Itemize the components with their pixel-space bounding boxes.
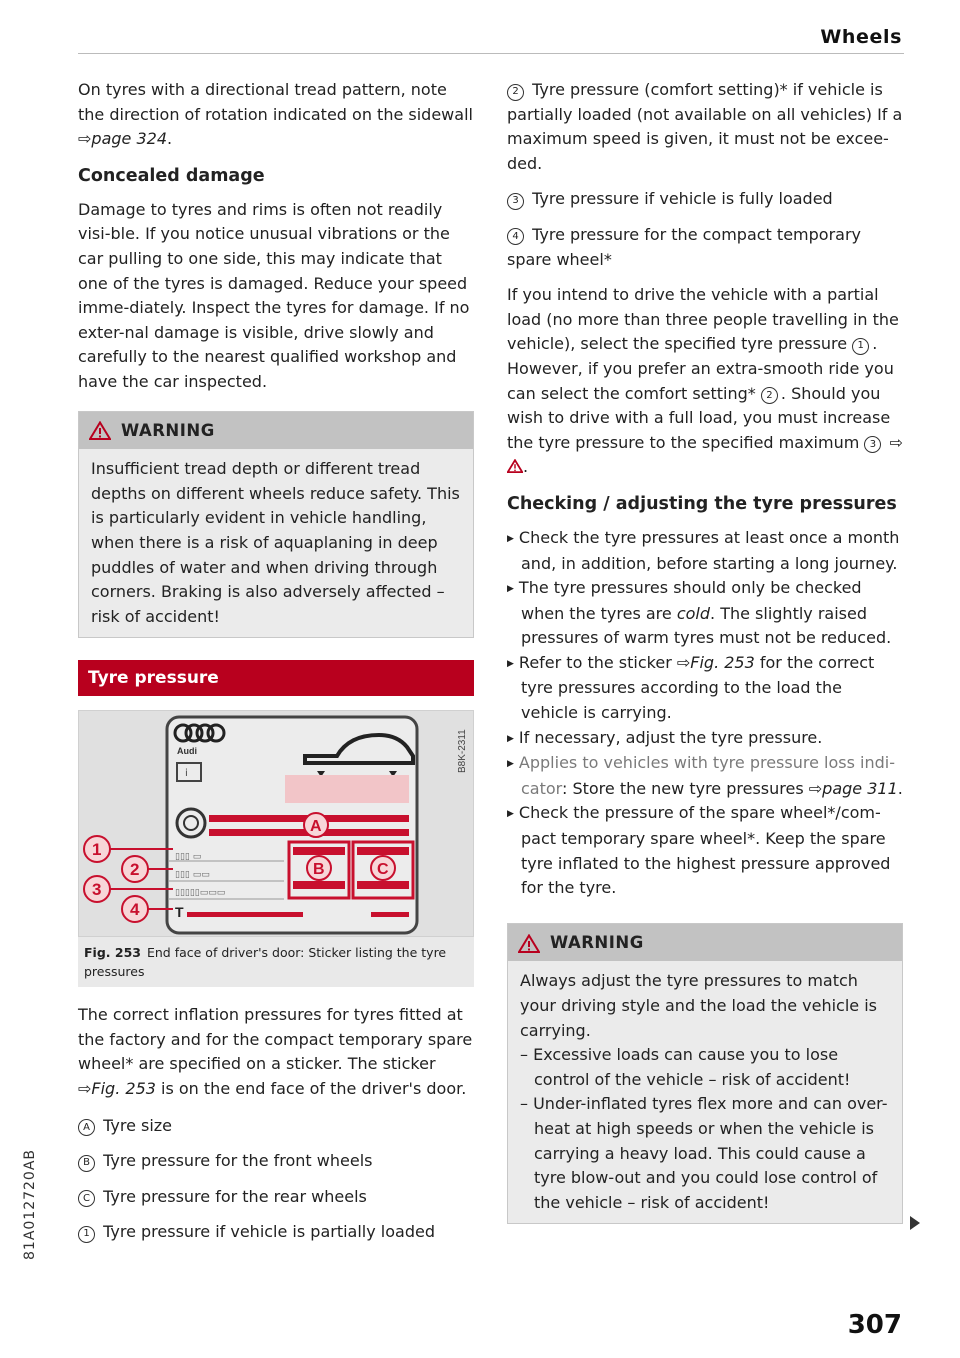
header-rule xyxy=(78,53,904,54)
concealed-damage-heading: Concealed damage xyxy=(78,165,265,186)
legend-item-1: 1 Tyre pressure if vehicle is partially loaded xyxy=(78,1220,474,1245)
tyre-sticker-figure xyxy=(78,710,474,937)
callout-4: 4 xyxy=(130,900,140,920)
concealed-damage-text: Damage to tyres and rims is often not readily visi-ble. If you notice unusual vibrations or the car pulling to one side, this may indicate that one of the tyres is damaged. Reduce your speed imme-diately. Inspect the tyres for damage. If no exter-nal damage is visible, drive slowly and carefully to the nearest qualified workshop and have the car inspected. xyxy=(78,199,470,391)
label-C: C xyxy=(377,861,389,879)
page-number: 307 xyxy=(847,1310,902,1340)
warning-intro: Always adjust the tyre pressures to match your driving style and the load the vehicle is carrying. xyxy=(520,971,877,1040)
list-item: ▶ Applies to vehicles with tyre pressure loss indi-cator: Store the new tyre pressures ⇨page 311. xyxy=(507,753,903,798)
left-column xyxy=(78,78,474,1256)
tyre-sticker-illustration xyxy=(79,711,473,936)
page-header-title: Wheels xyxy=(820,26,902,48)
legend-item-2: 2 Tyre pressure (comfort setting)* if vehicle is partially loaded (not available on all vehicles) If a maximum speed is given, it must not be excee-ded. xyxy=(507,80,903,173)
legend-item-4: 4 Tyre pressure for the compact temporary spare wheel* xyxy=(507,224,861,269)
warning-box-2 xyxy=(507,923,903,1225)
figure-link[interactable]: ⇨Fig. 253 xyxy=(676,652,755,672)
warning-title: WARNING xyxy=(121,420,215,440)
list-item: ▶ Check the tyre pressures at least once a month and, in addition, before starting a long journey. xyxy=(507,527,900,573)
checking-steps xyxy=(507,526,903,901)
ref-circle-1: 1 xyxy=(852,338,869,355)
warning-box-1 xyxy=(78,411,474,639)
legend-item-A: A Tyre size xyxy=(78,1114,474,1139)
page-link[interactable]: ⇨page 311 xyxy=(808,778,898,798)
list-item: ▶ Refer to the sticker ⇨Fig. 253 for the correct tyre pressures according to the load the vehicle is carrying. xyxy=(507,652,875,723)
callout-1: 1 xyxy=(92,840,102,860)
list-item: ▶ If necessary, adjust the tyre pressure. xyxy=(507,727,823,747)
warning-text: Insufficient tread depth or different tread depths on different wheels reduce safety. This is particularly evident in vehicle handling, when there is a risk of aquaplaning in deep puddles of water and when driving through corners. Braking is also adversely affected – risk of accident! xyxy=(91,459,460,626)
legend-item-C: C Tyre pressure for the rear wheels xyxy=(78,1185,474,1210)
checking-heading: Checking / adjusting the tyre pressures xyxy=(507,493,897,514)
load-paragraph: If you intend to drive the vehicle with a partial load (no more than three people travelling in the vehicle), select the specified tyre pressure 1 . However, if you prefer an extra-smooth ride you can select the comfort setting* 2 . Should you wish to drive with a full load, you must increase the tyre pressure to the specified maximum 3 ⇨. xyxy=(507,285,903,477)
label-A: A xyxy=(310,818,322,836)
svg-text:▯▯▯▯▯▭▭▭: ▯▯▯▯▯▭▭▭ xyxy=(175,888,226,899)
warning-item: – Under-inflated tyres flex more and can over-heat at high speeds or when the vehicle is carrying a heavy load. This could cause a tyre blow-out and you could lose control of the vehicle – risk of accident! xyxy=(520,1094,888,1212)
ref-circle-2: 2 xyxy=(761,387,778,404)
callout-3: 3 xyxy=(92,880,102,900)
warning-title: WARNING xyxy=(550,932,644,952)
figure-code: B8K-2311 xyxy=(457,729,468,774)
document-code: 81A012720AB xyxy=(22,1148,38,1260)
ref-circle-3: 3 xyxy=(864,436,881,453)
right-column xyxy=(507,78,903,1242)
callout-2: 2 xyxy=(130,860,140,880)
list-item: ▶ Check the pressure of the spare wheel*/com-pact temporary spare wheel*. Keep the spare tyre inflated to the highest pressure approved for the tyre. xyxy=(507,803,891,898)
warning-link[interactable]: ⇨ xyxy=(507,433,903,477)
svg-text:i: i xyxy=(185,768,188,780)
label-B: B xyxy=(313,861,325,879)
svg-text:▯▯▯ ▭▭: ▯▯▯ ▭▭ xyxy=(175,870,210,881)
warning-triangle-icon xyxy=(507,459,523,473)
intro-paragraph: On tyres with a directional tread pattern, note the direction of rotation indicated on the sidewall ⇨page 324. xyxy=(78,80,473,149)
section-title-tyre-pressure: Tyre pressure xyxy=(78,660,474,696)
page-link[interactable]: ⇨page 324 xyxy=(78,129,167,149)
audi-brand-text: Audi xyxy=(177,746,197,757)
continue-arrow-icon xyxy=(910,1216,920,1230)
svg-text:▯▯▯ ▭: ▯▯▯ ▭ xyxy=(175,852,202,863)
label-T: T xyxy=(175,904,184,921)
warning-item: – Excessive loads can cause you to lose control of the vehicle – risk of accident! xyxy=(520,1045,851,1089)
warning-triangle-icon xyxy=(89,421,111,440)
list-item: ▶ The tyre pressures should only be checked when the tyres are cold. The slightly raised pressures of warm tyres must not be reduced. xyxy=(507,578,892,648)
sticker-paragraph: The correct inflation pressures for tyres fitted at the factory and for the compact temporary spare wheel* are specified on a sticker. The sticker ⇨Fig. 253 is on the end face of the driver's door. xyxy=(78,1005,473,1099)
figure-caption: Fig. 253 End face of driver's door: Sticker listing the tyre pressures xyxy=(78,937,474,987)
figure-link[interactable]: ⇨Fig. 253 xyxy=(78,1079,156,1099)
legend-item-B: B Tyre pressure for the front wheels xyxy=(78,1149,474,1174)
warning-triangle-icon xyxy=(518,934,540,953)
legend-item-3: 3 Tyre pressure if vehicle is fully loaded xyxy=(507,187,903,212)
